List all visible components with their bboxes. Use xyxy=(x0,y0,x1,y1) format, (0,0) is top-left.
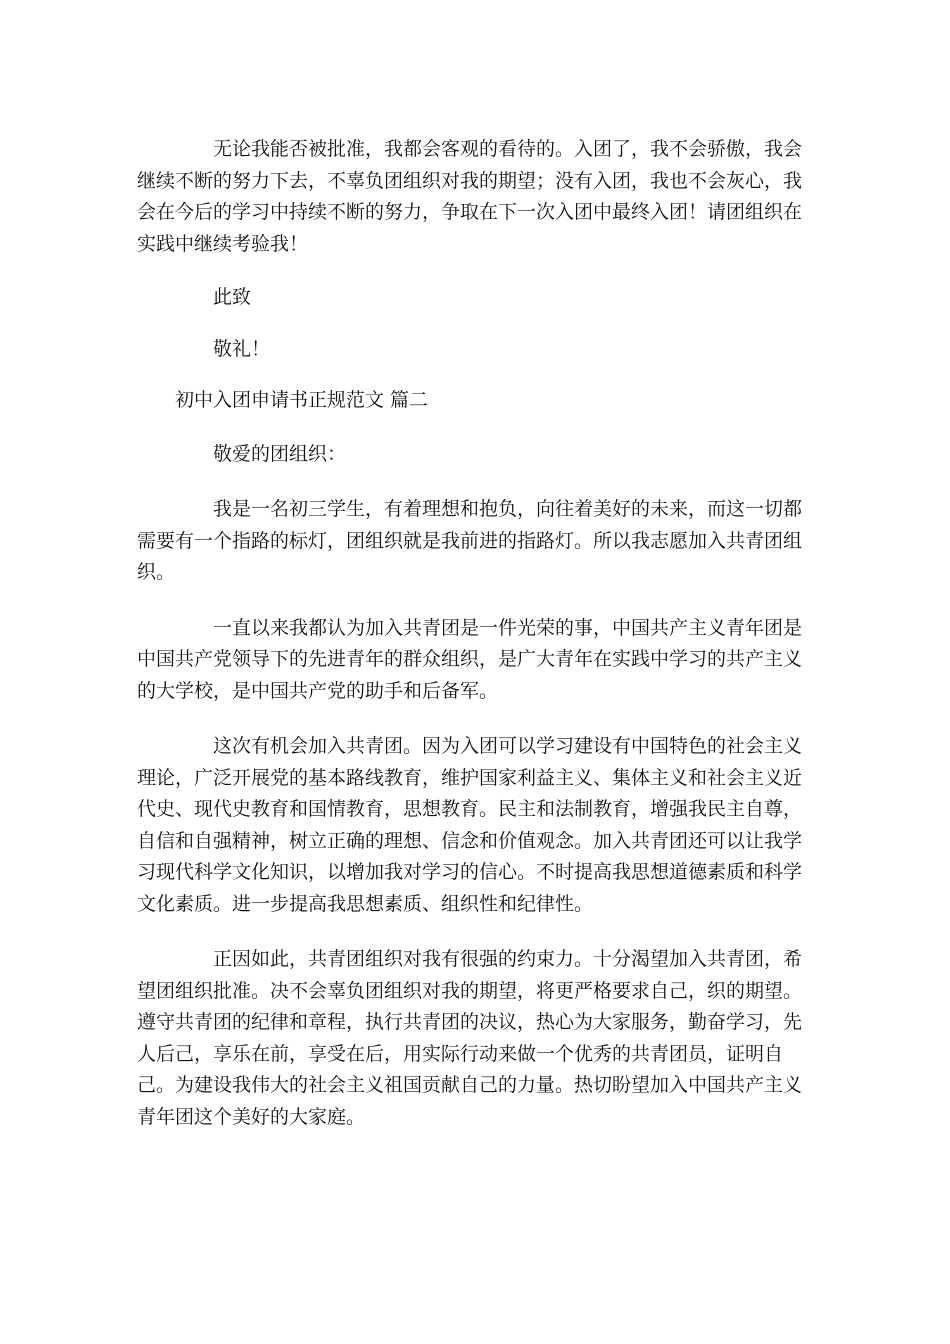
section-heading: 初中入团申请书正规范文 篇二 xyxy=(175,389,429,411)
paragraph-resolve: 正因如此，共青团组织对我有很强的约束力。十分渴望加入共青团，希望团组织批准。决不会辜负团组织对我的期望，将更严格要求自己，织的期望。遵守共青团的纪律和章程，执行共青团的决议，热心为大家服务，勤奋学习，先人后己，享乐在前，享受在后，用实际行动来做一个优秀的共青团员，证明自己。为建设我伟大的社会主义祖国贡献自己的力量。热切盼望加入中国共产主义青年团这个美好的大家庭。 xyxy=(137,948,803,1128)
closing-salutation: 此致 xyxy=(213,286,252,308)
paragraph-honor: 一直以来我都认为加入共青团是一件光荣的事，中国共产主义青年团是中国共产党领导下的先进青年的群众组织，是广大青年在实践中学习的共产主义的大学校，是中国共产党的助手和后备军。 xyxy=(137,616,803,702)
paragraph-commitment: 无论我能否被批准，我都会客观的看待的。入团了，我不会骄傲，我会继续不断的努力下去，不辜负团组织对我的期望；没有入团，我也不会灰心，我会在今后的学习中持续不断的努力，争取在下一次入团中最终入团！请团组织在实践中继续考验我！ xyxy=(137,138,803,255)
paragraph-introduction: 我是一名初三学生，有着理想和抱负，向往着美好的未来，而这一切都需要有一个指路的标灯，团组织就是我前进的指路灯。所以我志愿加入共青团组织。 xyxy=(137,498,803,583)
document-page xyxy=(137,134,817,1133)
letter-greeting: 敬爱的团组织： xyxy=(213,442,347,465)
paragraph-reasons: 这次有机会加入共青团。因为入团可以学习建设有中国特色的社会主义理论，广泛开展党的基本路线教育，维护国家利益主义、集体主义和社会主义近代史、现代史教育和国情教育，思想教育。民主和法制教育，增强我民主自尊，自信和自强精神，树立正确的理想、信念和价值观念。加入共青团还可以让我学习现代科学文化知识，以增加我对学习的信心。不时提高我思想道德素质和科学文化素质。进一步提高我思想素质、组织性和纪律性。 xyxy=(137,735,803,915)
closing-regards: 敬礼！ xyxy=(213,337,271,360)
